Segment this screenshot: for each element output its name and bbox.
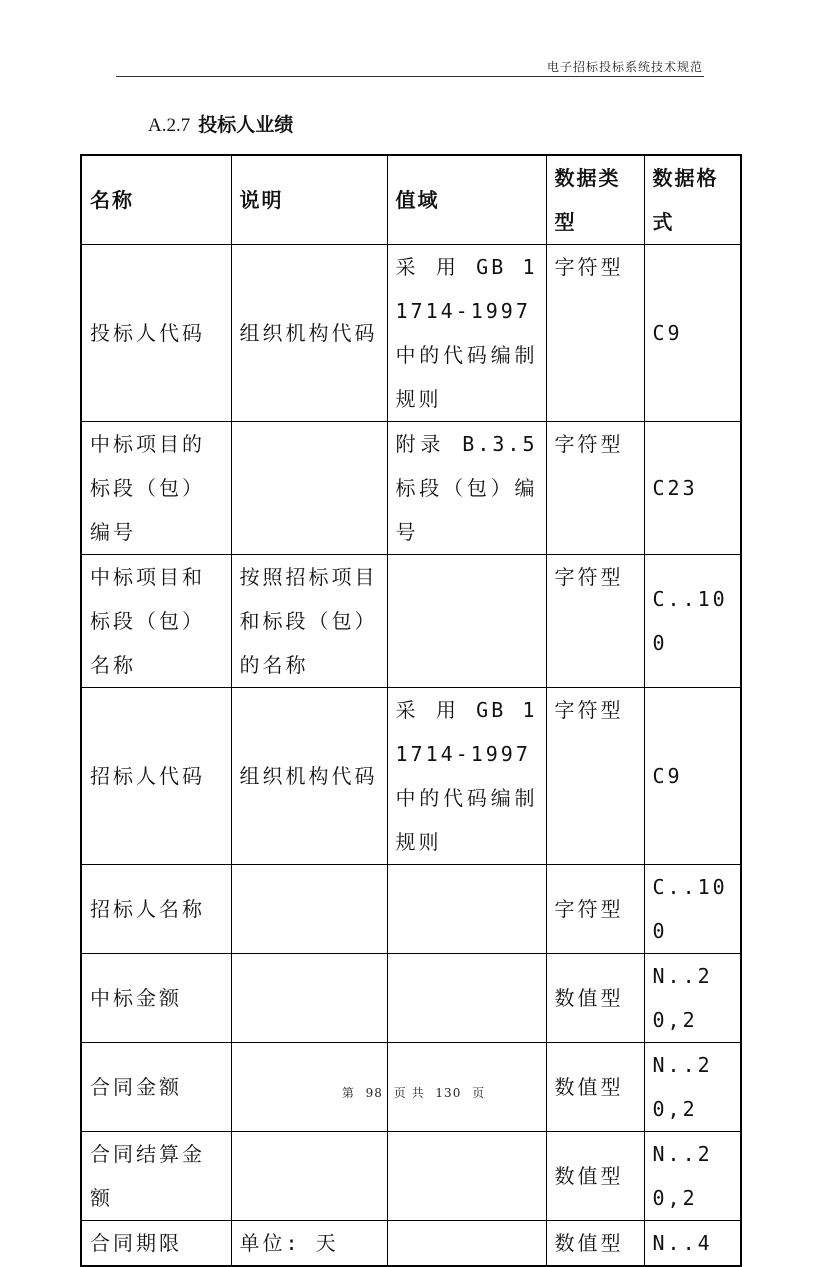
cell-type: 数值型 (546, 1132, 644, 1221)
cell-type: 数值型 (546, 954, 644, 1043)
cell-description: 按照招标项目和标段（包）的名称 (231, 555, 387, 688)
column-header-format: 数据格式 (644, 155, 741, 245)
cell-format: C9 (644, 245, 741, 422)
table-row (81, 1221, 741, 1267)
table-row (81, 954, 741, 1043)
cell-domain (387, 1132, 546, 1221)
cell-format: C..100 (644, 555, 741, 688)
cell-type: 字符型 (546, 245, 644, 422)
column-header-name: 名称 (81, 155, 231, 245)
cell-name: 招标人代码 (81, 688, 231, 865)
cell-type: 数值型 (546, 1221, 644, 1267)
cell-domain (387, 954, 546, 1043)
cell-type: 字符型 (546, 555, 644, 688)
footer-label-mid: 页 共 (393, 1086, 425, 1100)
cell-domain (387, 555, 546, 688)
cell-format: N..20,2 (644, 1043, 741, 1132)
cell-name: 投标人代码 (81, 245, 231, 422)
cell-format: C9 (644, 688, 741, 865)
cell-format: N..4 (644, 1221, 741, 1267)
header-divider (116, 76, 704, 77)
cell-description: 组织机构代码 (231, 245, 387, 422)
cell-description (231, 954, 387, 1043)
cell-domain (387, 865, 546, 954)
section-number: A.2.7 (148, 115, 191, 136)
cell-name: 中标金额 (81, 954, 231, 1043)
table-header-row (81, 155, 741, 245)
page-number: 98 (365, 1086, 383, 1100)
cell-type: 字符型 (546, 865, 644, 954)
table-row (81, 865, 741, 954)
cell-domain (387, 1221, 546, 1267)
cell-description (231, 422, 387, 555)
cell-name: 合同结算金额 (81, 1132, 231, 1221)
cell-description: 单位: 天 (231, 1221, 387, 1267)
total-pages: 130 (435, 1086, 462, 1100)
cell-description (231, 865, 387, 954)
running-header: 电子招标投标系统技术规范 (546, 60, 703, 74)
cell-format: C23 (644, 422, 741, 555)
column-header-description: 说明 (231, 155, 387, 245)
cell-domain: 采 用 GB 11714-1997 中的代码编制规则 (387, 245, 546, 422)
cell-format: N..20,2 (644, 1132, 741, 1221)
cell-name: 合同金额 (81, 1043, 231, 1132)
footer-label-post: 页 (472, 1086, 486, 1100)
cell-format: N..20,2 (644, 954, 741, 1043)
table-row (81, 555, 741, 688)
cell-name: 合同期限 (81, 1221, 231, 1267)
section-title-text: 投标人业绩 (198, 114, 294, 136)
table-row (81, 688, 741, 865)
cell-description (231, 1132, 387, 1221)
page-footer (0, 1084, 827, 1101)
cell-format: C..100 (644, 865, 741, 954)
footer-label-pre: 第 (341, 1086, 355, 1100)
table-row (81, 245, 741, 422)
cell-name: 招标人名称 (81, 865, 231, 954)
cell-type: 字符型 (546, 422, 644, 555)
cell-name: 中标项目和标段（包）名称 (81, 555, 231, 688)
cell-domain: 附录 B.3.5 标段（包）编号 (387, 422, 546, 555)
cell-name: 中标项目的标段（包）编号 (81, 422, 231, 555)
column-header-type: 数据类型 (546, 155, 644, 245)
table-row (81, 1132, 741, 1221)
cell-type: 数值型 (546, 1043, 644, 1132)
cell-domain: 采 用 GB 11714-1997 中的代码编制规则 (387, 688, 546, 865)
cell-description: 组织机构代码 (231, 688, 387, 865)
section-heading (148, 110, 293, 137)
cell-type: 字符型 (546, 688, 644, 865)
table-row (81, 422, 741, 555)
column-header-domain: 值域 (387, 155, 546, 245)
